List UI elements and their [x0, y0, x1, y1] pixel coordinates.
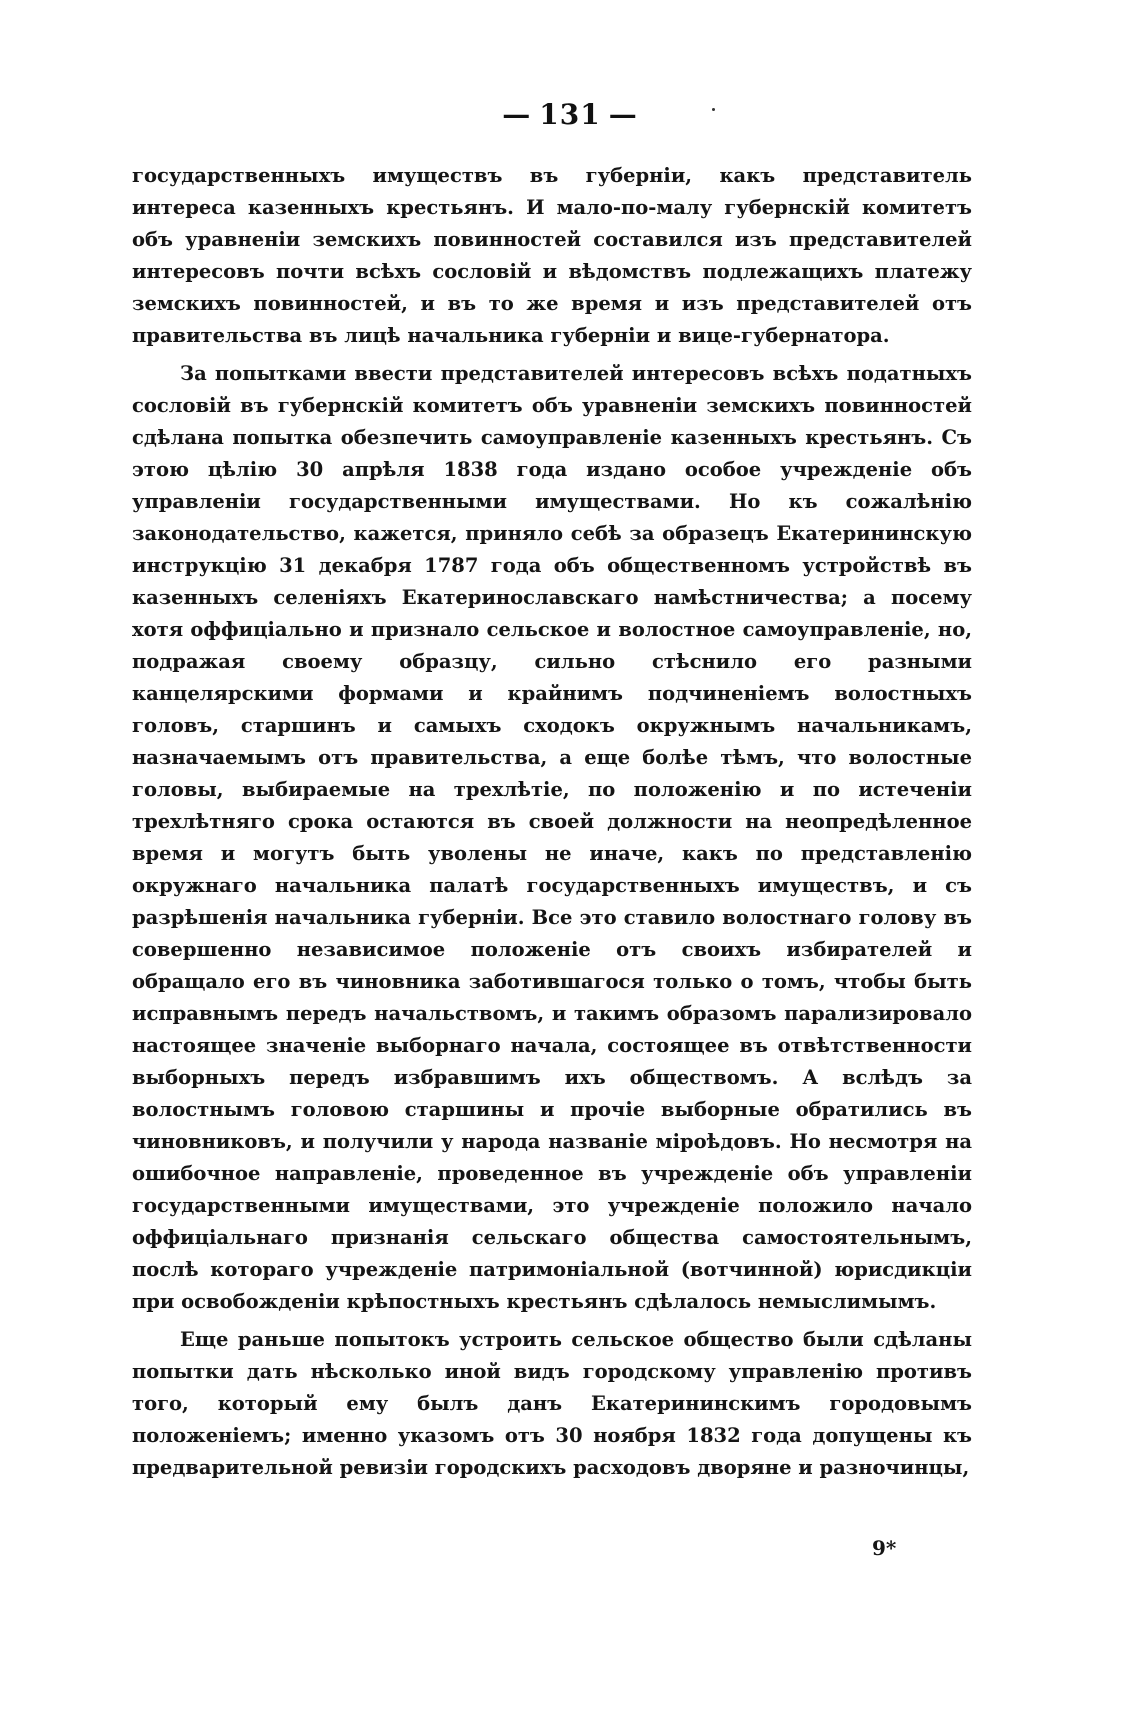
paragraph-self-government: За попытками ввести представителей интересовъ всѣхъ податныхъ сословій въ губернскій комитетъ объ уравненіи земскихъ повинностей сдѣлана попытка обезпечить самоуправленіе казенныхъ крестьянъ. Съ этою цѣлію 30 апрѣля 1838 года издано особое учрежденіе объ управленіи государственными имуществами. Но къ сожалѣнію законодательство, кажется, приняло себѣ за образецъ Екатерининскую инструкцію 31 декабря 1787 года объ общественномъ устройствѣ въ казенныхъ селеніяхъ Екатеринославскаго намѣстничества; а посему хотя оффиціально и признало сельское и волостное самоуправленіе, но, подражая своему образцу, сильно стѣснило его разными канцелярскими формами и крайнимъ подчиненіемъ волостныхъ головъ, старшинъ и самыхъ сходокъ окружнымъ начальникамъ, назначаемымъ отъ правительства, а еще болѣе тѣмъ, что волостные головы, выбираемые на трехлѣтіе, по положенію и по истеченіи трехлѣтняго срока остаются въ своей должности на неопредѣленное время и могутъ быть уволены не иначе, какъ по представленію окружнаго начальника палатѣ государственныхъ имуществъ, и съ разрѣшенія начальника губерніи. Все это ставило волостнаго голову въ совершенно независимое положеніе отъ своихъ избирателей и обращало его въ чиновника заботившагося только о томъ, чтобы быть исправнымъ передъ начальствомъ, и такимъ образомъ парализировало настоящее значеніе выборнаго начала, состоящее въ отвѣтственности выборныхъ передъ избравшимъ ихъ обществомъ. А вслѣдъ за волостнымъ головою старшины и прочіе выборные обратились въ чиновниковъ, и получили у народа названіе міроѣдовъ. Но несмотря на ошибочное направленіе, проведенное въ учрежденіе объ управленіи государственными имуществами, это учрежденіе положило начало оффиціальнаго признанія сельскаго общества самостоятельнымъ, послѣ котораго учрежденіе патримоніальной (вотчинной) юрисдикціи при освобожденіи крѣпостныхъ крестьянъ сдѣлалось немыслимымъ. — [132, 362, 972, 1313]
header-dash-left: — — [502, 98, 532, 131]
page-number: 131 — [539, 98, 601, 131]
print-speck — [712, 108, 715, 111]
signature-mark: 9* — [872, 1536, 897, 1560]
paragraph-continued: государственныхъ имуществъ въ губерніи, какъ представитель интереса казенныхъ крестьянъ. И мало-по-малу губернскій комитетъ объ уравненіи земскихъ повинностей составился изъ представителей интересовъ почти всѣхъ сословій и вѣдомствъ подлежащихъ платежу земскихъ повинностей, и въ то же время и изъ представителей отъ правительства въ лицѣ начальника губерніи и вице-губернатора. — [132, 164, 972, 347]
page-body — [132, 160, 972, 1484]
header-dash-right: — — [608, 98, 638, 131]
paragraph-city-administration: Еще раньше попытокъ устроить сельское общество были сдѣланы попытки дать нѣсколько иной видъ городскому управленію противъ того, который ему былъ данъ Екатерининскимъ городовымъ положеніемъ; именно указомъ отъ 30 ноября 1832 года допущены къ предварительной ревизіи городскихъ расходовъ дворяне и разночинцы, — [132, 1328, 972, 1479]
page-header — [0, 98, 1140, 131]
